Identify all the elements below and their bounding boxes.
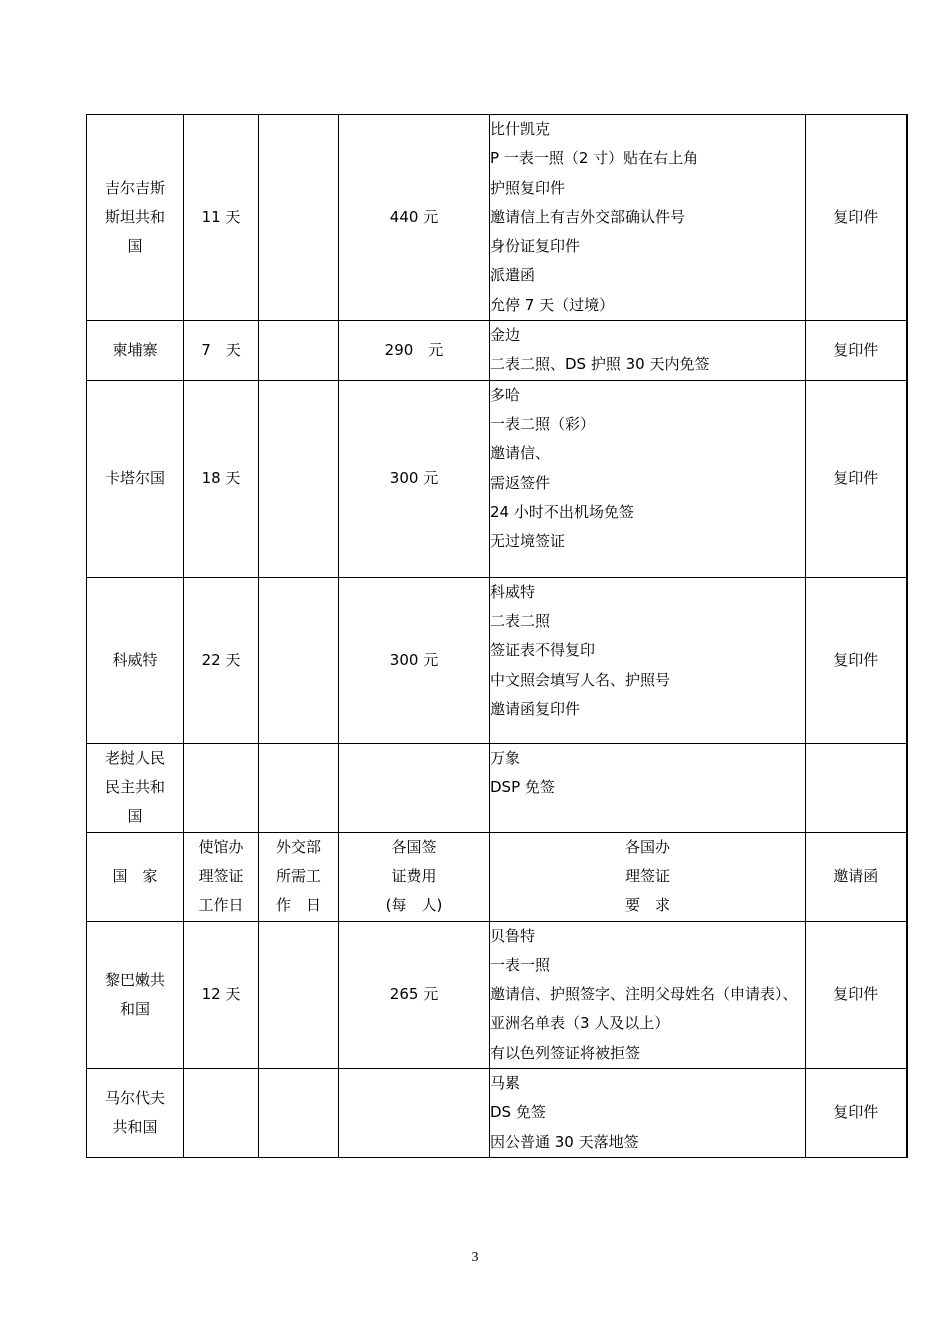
requirements-cell	[490, 380, 806, 577]
requirement-line: 身份证复印件	[490, 237, 581, 256]
mfa-days-cell	[259, 921, 339, 1068]
embassy-days-cell	[184, 743, 259, 832]
invitation-cell	[806, 743, 907, 832]
requirement-line: 一表二照（彩）	[490, 414, 596, 433]
requirement-line: 金边	[490, 326, 521, 345]
header-embassy-days: 使馆办 理签证 工作日	[184, 832, 259, 921]
header-fee: 各国签 证费用 (每 人)	[339, 832, 490, 921]
country-cell: 老挝人民民主共和国	[87, 743, 184, 832]
embassy-days-cell: 12 天	[184, 921, 259, 1068]
requirement-line: 二表二照、DS 护照 30 天内免签	[490, 355, 710, 374]
embassy-days-cell	[184, 1069, 259, 1158]
requirement-line: 24 小时不出机场免签	[490, 502, 634, 521]
mfa-days-cell	[259, 1069, 339, 1158]
mfa-days-cell	[259, 743, 339, 832]
fee-cell	[339, 1069, 490, 1158]
header-requirements: 各国办 理签证 要 求	[490, 832, 806, 921]
requirement-line: DS 免签	[490, 1103, 546, 1122]
invitation-cell: 复印件	[806, 921, 907, 1068]
country-cell: 马尔代夫共和国	[87, 1069, 184, 1158]
country-cell: 科威特	[87, 577, 184, 743]
country-cell: 吉尔吉斯斯坦共和国	[87, 115, 184, 321]
requirement-line: 允停 7 天（过境）	[490, 295, 615, 314]
requirement-line: 无过境签证	[490, 532, 566, 551]
requirement-line: 邀请信、护照签字、注明父母姓名（申请表）、亚洲名单表（3 人及以上）	[490, 985, 798, 1033]
table-row	[87, 743, 907, 832]
table-row	[87, 921, 907, 1068]
invitation-cell: 复印件	[806, 577, 907, 743]
requirement-line: 多哈	[490, 385, 521, 404]
requirement-line: 万象	[490, 748, 521, 767]
table-row	[87, 577, 907, 743]
fee-cell: 440 元	[339, 115, 490, 321]
fee-cell: 300 元	[339, 380, 490, 577]
embassy-days-cell: 7 天	[184, 321, 259, 381]
requirements-cell	[490, 921, 806, 1068]
mfa-days-cell	[259, 115, 339, 321]
table-row	[87, 321, 907, 381]
invitation-cell: 复印件	[806, 115, 907, 321]
table-row	[87, 115, 907, 321]
table-row	[87, 1069, 907, 1158]
requirement-line: 二表二照	[490, 611, 551, 630]
visa-requirements-table	[86, 114, 908, 1158]
mfa-days-cell	[259, 321, 339, 381]
country-cell: 黎巴嫩共和国	[87, 921, 184, 1068]
mfa-days-cell	[259, 577, 339, 743]
invitation-cell: 复印件	[806, 380, 907, 577]
requirement-line: 邀请信上有吉外交部确认件号	[490, 207, 686, 226]
header-invitation: 邀请函	[806, 832, 907, 921]
requirement-line: 有以色列签证将被拒签	[490, 1043, 641, 1062]
table-row	[87, 380, 907, 577]
fee-cell: 290 元	[339, 321, 490, 381]
invitation-cell: 复印件	[806, 1069, 907, 1158]
fee-cell: 300 元	[339, 577, 490, 743]
requirements-cell	[490, 743, 806, 832]
requirements-cell	[490, 577, 806, 743]
country-cell: 卡塔尔国	[87, 380, 184, 577]
requirements-cell	[490, 1069, 806, 1158]
mfa-days-cell	[259, 380, 339, 577]
fee-cell	[339, 743, 490, 832]
requirements-cell	[490, 115, 806, 321]
embassy-days-cell: 11 天	[184, 115, 259, 321]
requirements-cell	[490, 321, 806, 381]
header-mfa-days: 外交部 所需工 作 日	[259, 832, 339, 921]
requirement-line: 派遣函	[490, 266, 536, 285]
requirement-line: P 一表一照（2 寸）贴在右上角	[490, 149, 699, 168]
page-number: 3	[471, 1250, 479, 1265]
embassy-days-cell: 18 天	[184, 380, 259, 577]
requirement-line: 贝鲁特	[490, 926, 536, 945]
requirement-line: 因公普通 30 天落地签	[490, 1132, 639, 1151]
requirement-line: 一表一照	[490, 955, 551, 974]
requirement-line: 签证表不得复印	[490, 641, 596, 660]
requirement-line: 中文照会填写人名、护照号	[490, 670, 671, 689]
header-country: 国 家	[87, 832, 184, 921]
table-header-row	[87, 832, 907, 921]
country-cell: 柬埔寨	[87, 321, 184, 381]
requirement-line: 护照复印件	[490, 178, 566, 197]
requirement-line: 比什凯克	[490, 120, 551, 138]
requirement-line: 马累	[490, 1074, 521, 1093]
invitation-cell: 复印件	[806, 321, 907, 381]
requirement-line: 科威特	[490, 582, 536, 601]
requirement-line: DSP 免签	[490, 777, 555, 796]
fee-cell: 265 元	[339, 921, 490, 1068]
requirement-line: 邀请函复印件	[490, 699, 581, 718]
requirement-line: 邀请信、	[490, 444, 551, 463]
requirement-line: 需返签件	[490, 473, 551, 492]
embassy-days-cell: 22 天	[184, 577, 259, 743]
